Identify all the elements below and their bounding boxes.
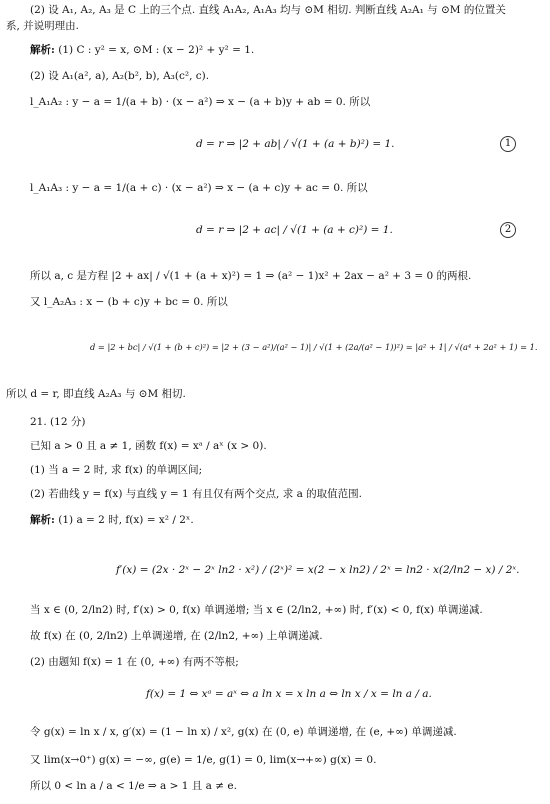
distance-formula-1: d = r ⇒ |2 + ab| / √(1 + (a + b)²) = 1. <box>196 138 395 150</box>
g-function-definition: 令 g(x) = ln x / x, g′(x) = (1 − ln x) / x², g(x) 在 (0, e) 单调递增, 在 (e, +∞) 单调递减. <box>30 726 457 738</box>
problem-21-answer-1-text: (1) a = 2 时, f(x) = x² / 2ˣ. <box>58 514 194 526</box>
distance-formula-3: d = |2 + bc| / √(1 + (b + c)²) = |2 + (3 − a²)/(a² − 1)| / √(1 + (2a/(a² − 1))²) = |a² + 1| / √(a⁴ + 2a² + 1) = 1. <box>90 342 538 352</box>
analysis-label-2: 解析: <box>30 514 55 526</box>
problem-21-question-1: (1) 当 a = 2 时, 求 f(x) 的单调区间; <box>30 464 203 476</box>
answer-part2-setup: (2) 设 A₁(a², a), A₂(b², b), A₃(c², c). <box>30 70 210 82</box>
equation-tag-2: 2 <box>500 222 516 238</box>
line-a2a3-equation: 又 l_A₂A₃ : x − (b + c)y + bc = 0. 所以 <box>30 296 228 308</box>
problem-21-given: 已知 a > 0 且 a ≠ 1, 函数 f(x) = xᵃ / aˣ (x > 0). <box>30 440 267 452</box>
derivative-formula: f′(x) = (2x · 2ˣ − 2ˣ ln2 · x²) / (2ˣ)² = x(2 − x ln2) / 2ˣ = ln2 · x(2/ln2 − x) / 2ˣ. <box>116 564 520 576</box>
distance-formula-2: d = r ⇒ |2 + ac| / √(1 + (a + c)²) = 1. <box>196 224 393 236</box>
equivalence-formula: f(x) = 1 ⇔ xᵃ = aˣ ⇔ a ln x = x ln a ⇔ ln x / x = ln a / a. <box>146 688 432 700</box>
answer-part1 <box>30 44 254 57</box>
question-line-2: 系, 并说明理由. <box>6 20 80 32</box>
monotonicity-line-1: 当 x ∈ (0, 2/ln2) 时, f′(x) > 0, f(x) 单调递增; 当 x ∈ (2/ln2, +∞) 时, f′(x) < 0, f(x) 单调递减. <box>30 604 483 616</box>
limits-statement: 又 lim(x→0⁺) g(x) = −∞, g(e) = 1/e, g(1) = 0, lim(x→+∞) g(x) = 0. <box>30 754 377 766</box>
roots-statement: 所以 a, c 是方程 |2 + ax| / √(1 + (a + x)²) = 1 ⇒ (a² − 1)x² + 2ax − a² + 3 = 0 的两根. <box>30 270 472 282</box>
problem-21-part2: (2) 由题知 f(x) = 1 在 (0, +∞) 有两不等根; <box>30 656 239 668</box>
line-a1a2-equation: l_A₁A₂ : y − a = 1/(a + b) · (x − a²) ⇒ x − (a + b)y + ab = 0. 所以 <box>30 96 371 108</box>
problem-21-question-2: (2) 若曲线 y = f(x) 与直线 y = 1 有且仅有两个交点, 求 a 的取值范围. <box>30 488 363 500</box>
final-answer: 所以 0 < ln a / a < 1/e ⇒ a > 1 且 a ≠ e. <box>30 780 237 792</box>
question-line-1: (2) 设 A₁, A₂, A₃ 是 C 上的三个点. 直线 A₁A₂, A₁A₃ 均与 ⊙M 相切. 判断直线 A₂A₁ 与 ⊙M 的位置关 <box>30 4 506 16</box>
tangent-conclusion: 所以 d = r, 即直线 A₂A₃ 与 ⊙M 相切. <box>6 388 186 400</box>
problem-21-header: 21. (12 分) <box>30 416 86 428</box>
line-a1a3-equation: l_A₁A₃ : y − a = 1/(a + c) · (x − a²) ⇒ x − (a + c)y + ac = 0. 所以 <box>30 182 368 194</box>
equation-tag-1: 1 <box>500 136 516 152</box>
answer-part1-text: (1) C : y² = x, ⊙M : (x − 2)² + y² = 1. <box>58 44 255 56</box>
monotonicity-line-2: 故 f(x) 在 (0, 2/ln2) 上单调递增, 在 (2/ln2, +∞) 上单调递减. <box>30 630 323 642</box>
analysis-label: 解析: <box>30 44 55 56</box>
problem-21-answer-1 <box>30 514 194 527</box>
